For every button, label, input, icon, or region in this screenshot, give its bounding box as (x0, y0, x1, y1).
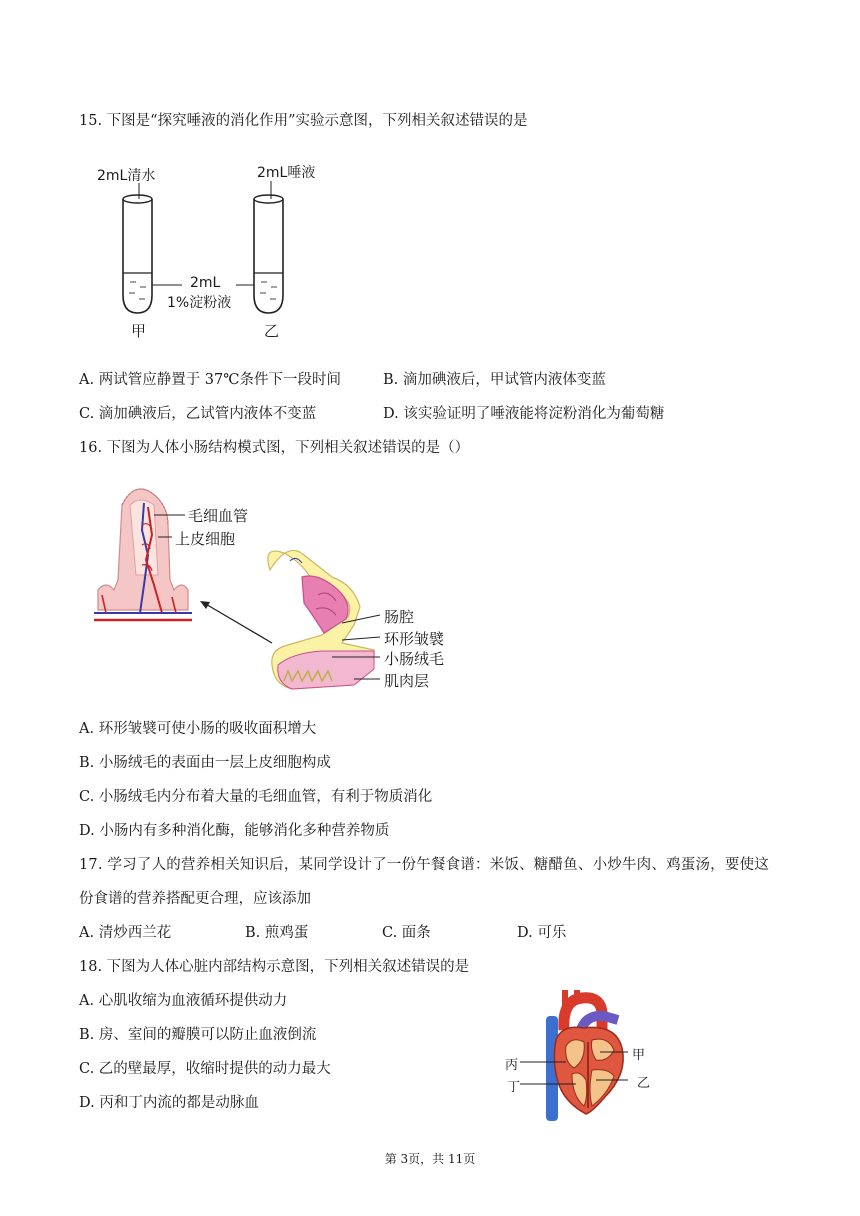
label-lumen: 肠腔 (384, 608, 415, 626)
q15-option-b: B. 滴加碘液后，甲试管内液体变蓝 (383, 372, 606, 388)
q15-option-d: D. 该实验证明了唾液能将淀粉消化为葡萄糖 (383, 406, 665, 422)
q15-option-a: A. 两试管应静置于 37℃条件下一段时间 (79, 372, 341, 388)
q18-option-b: B. 房、室间的瓣膜可以防止血液倒流 (79, 1027, 317, 1043)
label-2ml-saliva: 2mL唾液 (257, 165, 316, 181)
label-heart-jia: 甲 (632, 1048, 646, 1063)
right-test-tube (254, 181, 283, 313)
q17-option-c: C. 面条 (382, 925, 431, 941)
q18-option-c: C. 乙的壁最厚，收缩时提供的动力最大 (79, 1061, 331, 1077)
q17-option-a: A. 清炒西兰花 (79, 925, 172, 941)
q18-option-a: A. 心肌收缩为血液循环提供动力 (79, 993, 288, 1009)
left-test-tube (123, 183, 152, 313)
q17-stem-line1: 17. 学习了人的营养相关知识后，某同学设计了一份午餐食谱：米饭、糖醋鱼、小炒牛肉、鸡蛋汤，要使这 (79, 857, 769, 873)
q17-option-d: D. 可乐 (517, 925, 567, 941)
q16-option-d: D. 小肠内有多种消化酶，能够消化多种营养物质 (79, 823, 390, 839)
label-jia: 甲 (131, 322, 147, 340)
page-footer: 第 3页，共 11页 (384, 1152, 476, 1166)
q15-stem: 15. 下图是“探究唾液的消化作用”实验示意图，下列相关叙述错误的是 (79, 113, 528, 129)
label-yi: 乙 (264, 322, 280, 340)
q16-option-b: B. 小肠绒毛的表面由一层上皮细胞构成 (79, 755, 331, 771)
q15-option-c: C. 滴加碘液后，乙试管内液体不变蓝 (79, 406, 317, 422)
villus-illustration (94, 489, 192, 620)
label-2ml-water: 2mL清水 (97, 168, 156, 184)
label-epithelial-cells: 上皮细胞 (175, 530, 236, 548)
q16-option-a: A. 环形皱襞可使小肠的吸收面积增大 (79, 721, 317, 737)
label-villi: 小肠绒毛 (384, 650, 445, 668)
label-heart-ding: 丁 (507, 1080, 521, 1095)
q17-option-b: B. 煎鸡蛋 (245, 925, 309, 941)
q18-option-d: D. 丙和丁内流的都是动脉血 (79, 1095, 259, 1111)
q16-option-c: C. 小肠绒毛内分布着大量的毛细血管，有利于物质消化 (79, 789, 433, 805)
label-circular-folds: 环形皱襞 (384, 630, 445, 648)
q16-stem: 16. 下图为人体小肠结构模式图，下列相关叙述错误的是（） (79, 440, 470, 456)
label-2ml: 2mL (190, 275, 221, 291)
heart-illustration (546, 990, 623, 1121)
label-muscle-layer: 肌肉层 (384, 672, 430, 690)
label-heart-yi: 乙 (637, 1076, 651, 1091)
q17-stem-line2: 份食谱的营养搭配更合理，应该添加 (79, 891, 311, 907)
label-starch-solution: 1%淀粉液 (167, 295, 232, 311)
label-capillary: 毛细血管 (188, 507, 249, 525)
q18-stem: 18. 下图为人体心脏内部结构示意图，下列相关叙述错误的是 (79, 959, 470, 975)
label-heart-bing: 丙 (505, 1058, 519, 1073)
